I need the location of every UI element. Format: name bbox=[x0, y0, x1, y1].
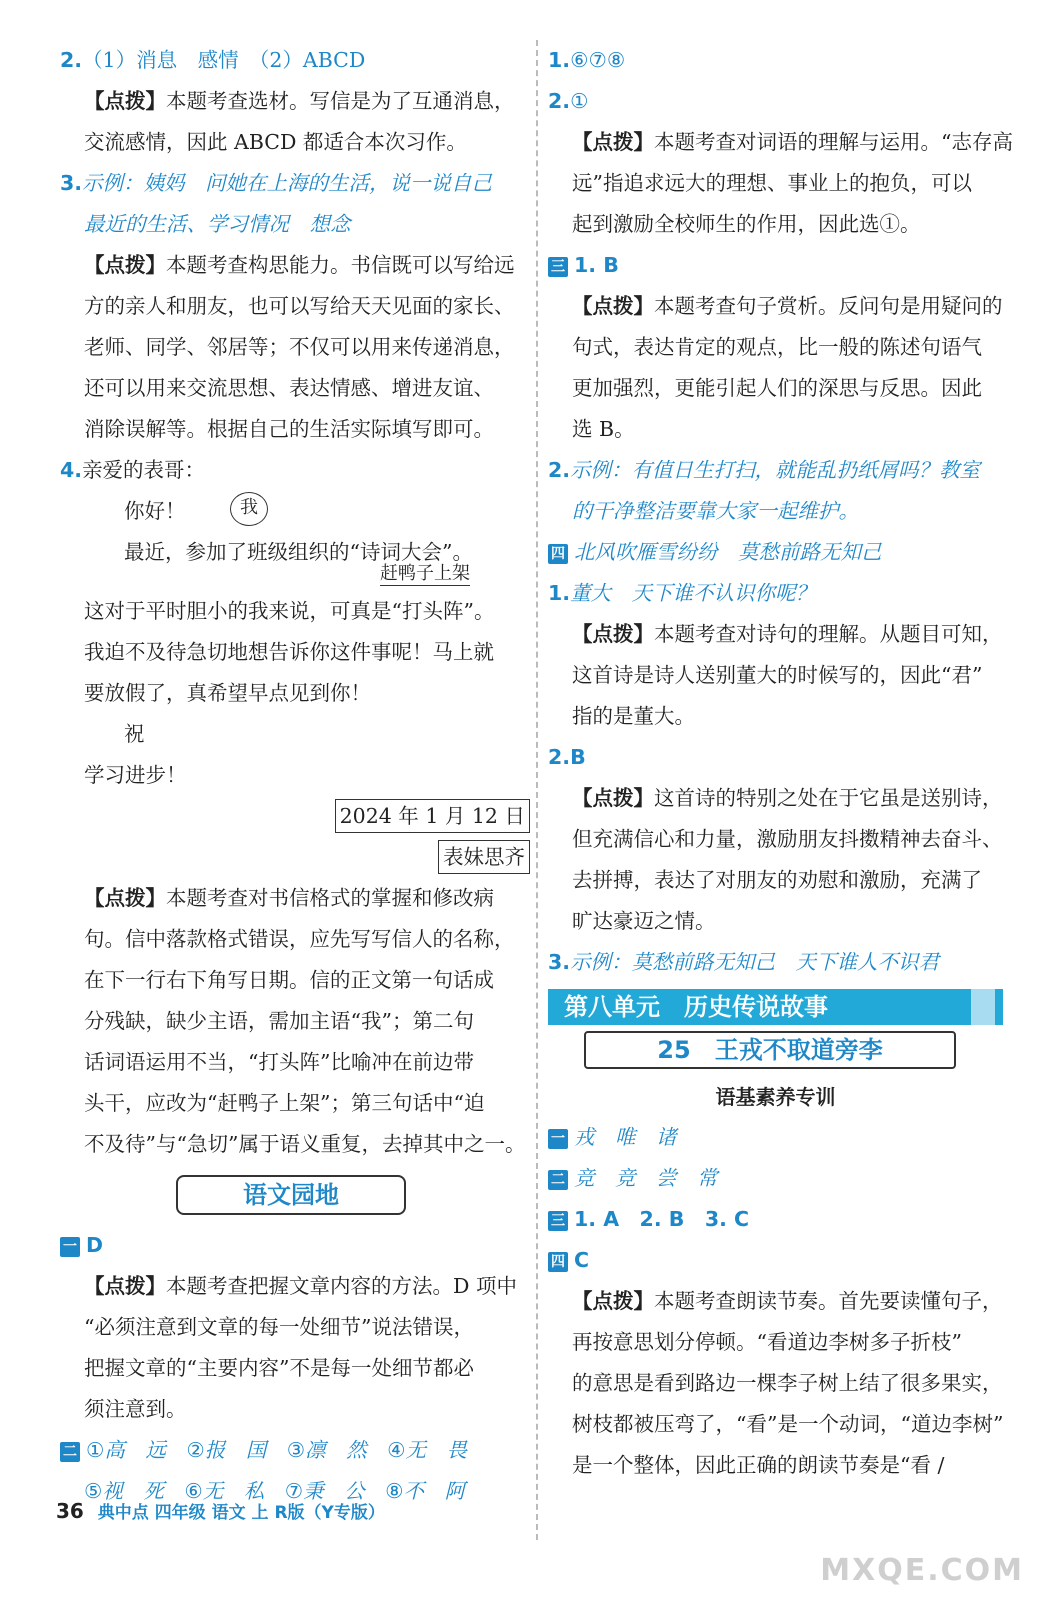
tip-line: 还可以用来交流思想、表达情感、增进友谊、 bbox=[84, 376, 494, 400]
tip-line: 不及待”与“急切”属于语义重复，去掉其中之一。 bbox=[84, 1132, 526, 1156]
tip-line: 【点拨】本题考查构思能力。书信既可以写给远 bbox=[84, 253, 515, 277]
section-number-icon: 四 bbox=[548, 1252, 568, 1272]
answer-s3-1: 三 1. B bbox=[548, 245, 1003, 286]
tip-line: 老师、同学、邻居等；不仅可以用来传递消息， bbox=[84, 335, 515, 359]
letter-line: 要放假了，真希望早点见到你！ bbox=[84, 681, 371, 705]
answer-r-q1: 1.⑥⑦⑧ bbox=[548, 48, 626, 72]
letter-line: 赶鸭子上架 这对于平时胆小的我来说，可真是“打头阵”。 bbox=[84, 563, 495, 623]
section-number-icon: 一 bbox=[60, 1237, 80, 1257]
section-subhead: 语基素养专训 bbox=[715, 1085, 836, 1109]
answer-r4: 四 C bbox=[548, 1240, 1003, 1281]
answer-r3: 三 1. A 2. B 3. C bbox=[548, 1199, 1003, 1240]
tip-line: 去拼搏，表达了对朋友的劝慰和激励，充满了 bbox=[572, 868, 982, 892]
tip-line: 把握文章的“主要内容”不是每一处细节都必 bbox=[84, 1356, 474, 1380]
page-number: 36 bbox=[56, 1499, 84, 1523]
tip-line: 【点拨】本题考查对诗句的理解。从题目可知， bbox=[572, 622, 1003, 646]
section-title-garden: 语文园地 bbox=[176, 1175, 406, 1215]
answer-line: ⑤视 死 ⑥无 私 ⑦秉 公 ⑧不 阿 bbox=[84, 1479, 466, 1503]
answer-g2: 二 ①高 远 ②报 国 ③凛 然 ④无 畏 bbox=[60, 1430, 530, 1471]
tip-line: 话词语运用不当，“打头阵”比喻冲在前边带 bbox=[84, 1050, 474, 1074]
tip-line: 句式，表达肯定的观点，比一般的陈述句语气 bbox=[572, 335, 982, 359]
tip-line: 远”指追求远大的理想、事业上的抱负，可以 bbox=[572, 171, 972, 195]
tip-line: 旷达豪迈之情。 bbox=[572, 909, 716, 933]
answer-q4: 4.亲爱的表哥： bbox=[60, 458, 206, 482]
section-number-icon: 三 bbox=[548, 257, 568, 277]
tip-line: 【点拨】这首诗的特别之处在于它虽是送别诗， bbox=[572, 786, 1003, 810]
correction-insert-me: 我 bbox=[230, 492, 268, 526]
letter-greeting: 你好！ bbox=[124, 499, 186, 523]
answer-s4-1: 1.董大 天下谁不认识你呢？ bbox=[548, 581, 817, 605]
tip-line: “必须注意到文章的每一处细节”说法错误， bbox=[84, 1315, 474, 1339]
left-column bbox=[60, 40, 530, 1512]
answer-r2: 二 竞 竞 尝 常 bbox=[548, 1158, 1003, 1199]
section-number-icon: 三 bbox=[548, 1211, 568, 1231]
tip-line: 句。信中落款格式错误，应先写写信人的名称， bbox=[84, 927, 515, 951]
answer-line: 的干净整洁要靠大家一起维护。 bbox=[572, 499, 859, 523]
letter-signature: 表妹思齐 bbox=[60, 837, 530, 878]
tip-line: 起到激励全校师生的作用，因此选①。 bbox=[572, 212, 921, 236]
brand-logo: 典中点 bbox=[97, 1503, 149, 1523]
answer-q3: 3.示例：姨妈 问她在上海的生活，说一说自己 bbox=[60, 171, 493, 195]
letter-wish-2: 学习进步！ bbox=[84, 763, 187, 787]
answer-r1: 一 戎 唯 诸 bbox=[548, 1117, 1003, 1158]
answer-q2: 2.（1）消息 感情 （2）ABCD bbox=[60, 48, 366, 72]
section-number-icon: 四 bbox=[548, 544, 568, 564]
answer-g1: 一 D bbox=[60, 1225, 530, 1266]
tip-line: 这首诗是诗人送别董大的时候写的，因此“君” bbox=[572, 663, 983, 687]
tip-line: 指的是董大。 bbox=[572, 704, 695, 728]
tip-line: 再按意思划分停顿。“看道边李树多子折枝” bbox=[572, 1330, 962, 1354]
column-divider bbox=[536, 40, 538, 1540]
tip-line: 方的亲人和朋友，也可以写给天天见面的家长、 bbox=[84, 294, 515, 318]
answer-s4: 四 北风吹雁雪纷纷 莫愁前路无知己 bbox=[548, 532, 1003, 573]
lesson-title: 25 王戎不取道旁李 bbox=[584, 1031, 956, 1069]
letter-line: 我迫不及待急切地想告诉你这件事呢！马上就 bbox=[84, 640, 494, 664]
answer-s4-2: 2.B bbox=[548, 745, 586, 769]
tip-line: 【点拨】本题考查句子赏析。反问句是用疑问的 bbox=[572, 294, 1003, 318]
letter-wish: 祝 bbox=[124, 722, 145, 746]
tip-line: 但充满信心和力量，激励朋友抖擞精神去奋斗、 bbox=[572, 827, 1003, 851]
correction-replace-phrase: 赶鸭子上架 bbox=[380, 563, 470, 584]
tip-line: 【点拨】本题考查对词语的理解与运用。“志存高 bbox=[572, 130, 1013, 154]
tip-line: 的意思是看到路边一棵李子树上结了很多果实， bbox=[572, 1371, 1003, 1395]
tip-line: 选 B。 bbox=[572, 417, 635, 441]
tip-line: 消除误解等。根据自己的生活实际填写即可。 bbox=[84, 417, 494, 441]
book-title: 四年级 语文 上 R版（Y专版） bbox=[154, 1503, 385, 1523]
answer-s4-3: 3.示例：莫愁前路无知己 天下谁人不识君 bbox=[548, 950, 940, 974]
watermark: MXQE.COM bbox=[820, 1553, 1024, 1588]
tip-line: 是一个整体，因此正确的朗读节奏是“看 / bbox=[572, 1453, 945, 1477]
tip-line: 【点拨】本题考查对书信格式的掌握和修改病 bbox=[84, 886, 494, 910]
tip-line: 头干，应改为“赶鸭子上架”；第三句话中“迫 bbox=[84, 1091, 485, 1115]
answer-r-q2: 2.① bbox=[548, 89, 589, 113]
unit-banner: 第八单元 历史传说故事 bbox=[548, 989, 1003, 1025]
tip-line: 【点拨】本题考查把握文章内容的方法。D 项中 bbox=[84, 1274, 517, 1298]
section-number-icon: 一 bbox=[548, 1129, 568, 1149]
tip-line: 【点拨】本题考查选材。写信是为了互通消息， bbox=[84, 89, 515, 113]
letter-line: 我 最近，参加了班级组织的“诗词大会”。 bbox=[60, 532, 530, 573]
tip-line: 交流感情，因此 ABCD 都适合本次习作。 bbox=[84, 130, 467, 154]
section-number-icon: 二 bbox=[60, 1442, 80, 1462]
tip-line: 须注意到。 bbox=[84, 1397, 187, 1421]
right-column bbox=[548, 40, 1013, 1486]
tip-line: 分残缺，缺少主语，需加主语“我”；第二句 bbox=[84, 1009, 474, 1033]
answer-s3-2: 2.示例：有值日生打扫，就能乱扔纸屑吗？教室 bbox=[548, 458, 981, 482]
tip-line: 【点拨】本题考查朗读节奏。首先要读懂句子， bbox=[572, 1289, 1003, 1313]
tip-line: 更加强烈，更能引起人们的深思与反思。因此 bbox=[572, 376, 982, 400]
tip-line: 树枝都被压弯了，“看”是一个动词，“道边李树” bbox=[572, 1412, 1004, 1436]
section-number-icon: 二 bbox=[548, 1170, 568, 1190]
answer-line: 最近的生活、学习情况 想念 bbox=[84, 212, 351, 236]
letter-date: 2024 年 1 月 12 日 bbox=[60, 796, 530, 837]
page-footer bbox=[56, 1498, 385, 1523]
tip-line: 在下一行右下角写日期。信的正文第一句话成 bbox=[84, 968, 494, 992]
